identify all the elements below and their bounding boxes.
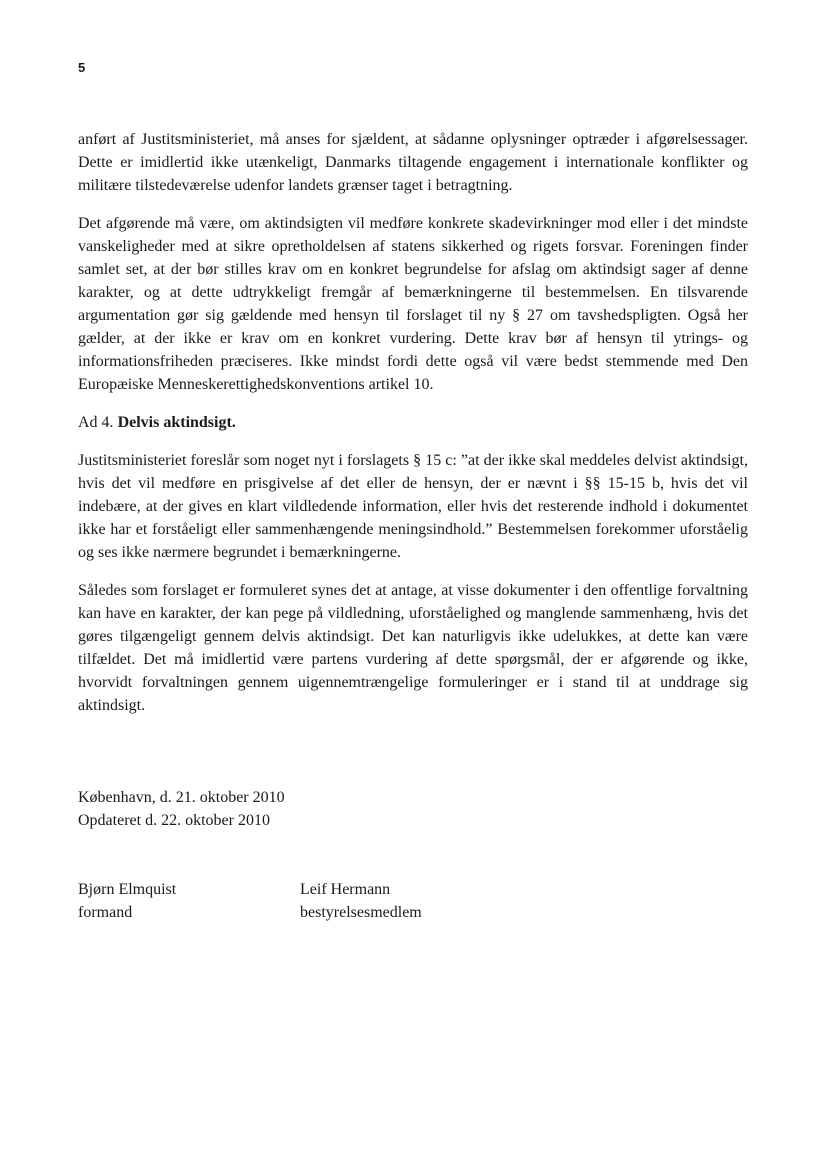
signature-1 [78, 878, 176, 924]
section-heading-prefix: Ad 4. [78, 414, 118, 431]
closing-block [78, 786, 285, 832]
section-heading [78, 411, 748, 434]
paragraph-4: Således som forslaget er formuleret synes det at antage, at visse dokumenter i den offentlige forvaltning kan have en karakter, der kan pege på vildledning, uforståelighed og manglende sammenhæng, hvis det gøres tilgængeligt gennem delvis aktindsigt. Det kan naturligvis ikke udelukkes, at dette kan være tilfældet. Det må imidlertid være partens vurdering af dette spørgsmål, der er afgørende og ikke, hvorvidt forvaltningen gennem uigennemtrængelige formuleringer er i stand til at unddrage sig aktindsigt. [78, 582, 748, 714]
paragraph-3: Justitsministeriet foreslår som noget nyt i forslagets § 15 c: ”at der ikke skal meddeles delvist aktindsigt, hvis det vil medføre en prisgivelse af det eller de hensyn, der er nævnt i §§ 15-15 b, hvis det vil indebære, at der gives en klart vildledende information, eller hvis det resterende indhold i dokumentet ikke har et forståeligt eller sammenhængende meningsindhold.” Bestemmelsen forekommer uforståelig og ses ikke nærmere begrundet i bemærkningerne. [78, 452, 748, 561]
paragraph-1: anført af Justitsministeriet, må anses for sjældent, at sådanne oplysninger optræder i afgørelsessager. Dette er imidlertid ikke utænkeligt, Danmarks tiltagende engagement i internationale konflikter og militære tilstedeværelse udenfor landets grænser taget i betragtning. [78, 131, 748, 194]
page-number: 5 [78, 60, 86, 75]
signature-role: bestyrelsesmedlem [300, 904, 422, 921]
signature-role: formand [78, 904, 133, 921]
updated-date: Opdateret d. 22. oktober 2010 [78, 812, 270, 829]
paragraph-2: Det afgørende må være, om aktindsigten vil medføre konkrete skadevirkninger mod eller i det mindste vanskeligheder med at sikre opretholdelsen af statens sikkerhed og rigets forsvar. Foreningen finder samlet set, at der bør stilles krav om en konkret begrundelse for afslag om aktindsigt sager af denne karakter, og at dette udtrykkeligt fremgår af bemærkningerne til bestemmelsen. En tilsvarende argumentation gør sig gældende med hensyn til forslaget til ny § 27 om tavshedspligten. Også her gælder, at der ikke er krav om en konkret vurdering. Dette krav bør af hensyn til ytrings- og informationsfriheden præciseres. Ikke mindst fordi dette også vil være bedst stemmende med Den Europæiske Menneskerettighedskonventions artikel 10. [78, 215, 748, 393]
signature-name: Leif Hermann [300, 881, 391, 898]
document-body [78, 128, 748, 732]
section-heading-title: Delvis aktindsigt. [117, 414, 236, 431]
place-date: København, d. 21. oktober 2010 [78, 789, 285, 806]
signature-name: Bjørn Elmquist [78, 881, 177, 898]
signature-2 [300, 878, 422, 924]
